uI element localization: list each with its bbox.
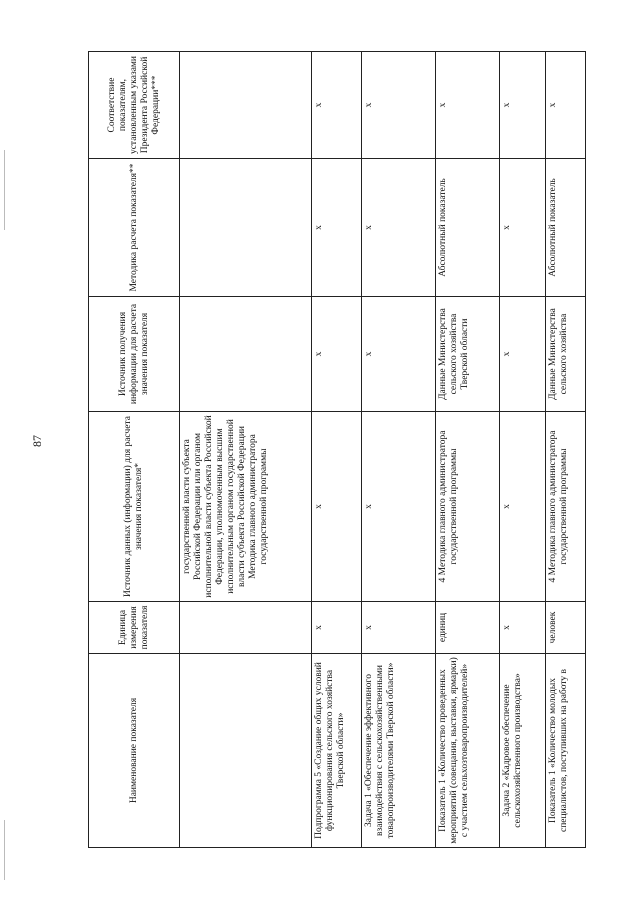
table-row [312,52,362,848]
cell-method: x [362,159,436,297]
cell-info-source [180,297,312,412]
cell-name: Задача 2 «Кадровое обеспечение сельскохозяйственного производства» [500,654,546,848]
cell-unit: x [362,602,436,654]
indicator-table-wrapper [88,52,608,848]
table-row [500,52,546,848]
cell-data-source: x [500,412,546,602]
table-header-row [89,52,180,848]
header-method: Методика расчета показателя** [89,159,180,297]
table-row [362,52,436,848]
header-indicator-name: Наименование показателя [89,654,180,848]
cell-method: Абсолютный показатель [546,159,586,297]
cell-compliance: x [500,52,546,159]
header-presidential-compliance: Соответствие показателям, установленным указами Президента Российской Федерации*** [89,52,180,159]
cell-name: Задача 1 «Обеспечение эффективного взаимодействия с сельскохозяйственными товаропроизводителями Тверской области» [362,654,436,848]
cell-method: Абсолютный показатель [436,159,500,297]
cell-data-source: государственной власти субъекта Российской Федерации или органом исполнительной власти субъекта Российской Федерации, уполномоченным высшим исполнительным органом государственной власти субъекта Российской Федерации Методика главного администратора государственной программы [180,412,312,602]
cell-unit [180,602,312,654]
cell-unit: человек [546,602,586,654]
cell-info-source: x [362,297,436,412]
scan-edge-mark [4,150,5,230]
cell-method: x [500,159,546,297]
cell-name: Подпрограмма 5 «Создание общих условий функционирования сельского хозяйства Тверской области» [312,654,362,848]
cell-method: x [312,159,362,297]
header-data-source: Источник данных (информации) для расчета значения показателя* [89,412,180,602]
cell-data-source: 4 Методика главного администратора государственной программы [546,412,586,602]
cell-unit: x [500,602,546,654]
cell-data-source: x [362,412,436,602]
cell-name: Показатель 1 «Количество проведенных мероприятий (совещания, выставки, ярмарки) с участием сельхозтоваропроизводителей» [436,654,500,848]
cell-compliance: x [546,52,586,159]
cell-compliance: x [362,52,436,159]
indicator-table [88,51,586,848]
cell-compliance: x [436,52,500,159]
cell-method [180,159,312,297]
cell-compliance: x [312,52,362,159]
cell-name [180,654,312,848]
cell-name: Показатель 1 «Количество молодых специалистов, поступивших на работу в [546,654,586,848]
cell-info-source: x [312,297,362,412]
cell-unit: единиц [436,602,500,654]
table-row [546,52,586,848]
cell-info-source: x [500,297,546,412]
table-row [180,52,312,848]
scan-edge-mark [4,820,5,880]
cell-data-source: 4 Методика главного администратора государственной программы [436,412,500,602]
header-info-source: Источник получения информации для расчета значения показателя [89,297,180,412]
cell-data-source: x [312,412,362,602]
cell-compliance [180,52,312,159]
page-number: 87 [30,435,44,447]
header-unit: Единица измерения показателя [89,602,180,654]
cell-unit: x [312,602,362,654]
cell-info-source: Данные Министерства сельского хозяйства [546,297,586,412]
table-row [436,52,500,848]
cell-info-source: Данные Министерства сельского хозяйства Тверской области [436,297,500,412]
